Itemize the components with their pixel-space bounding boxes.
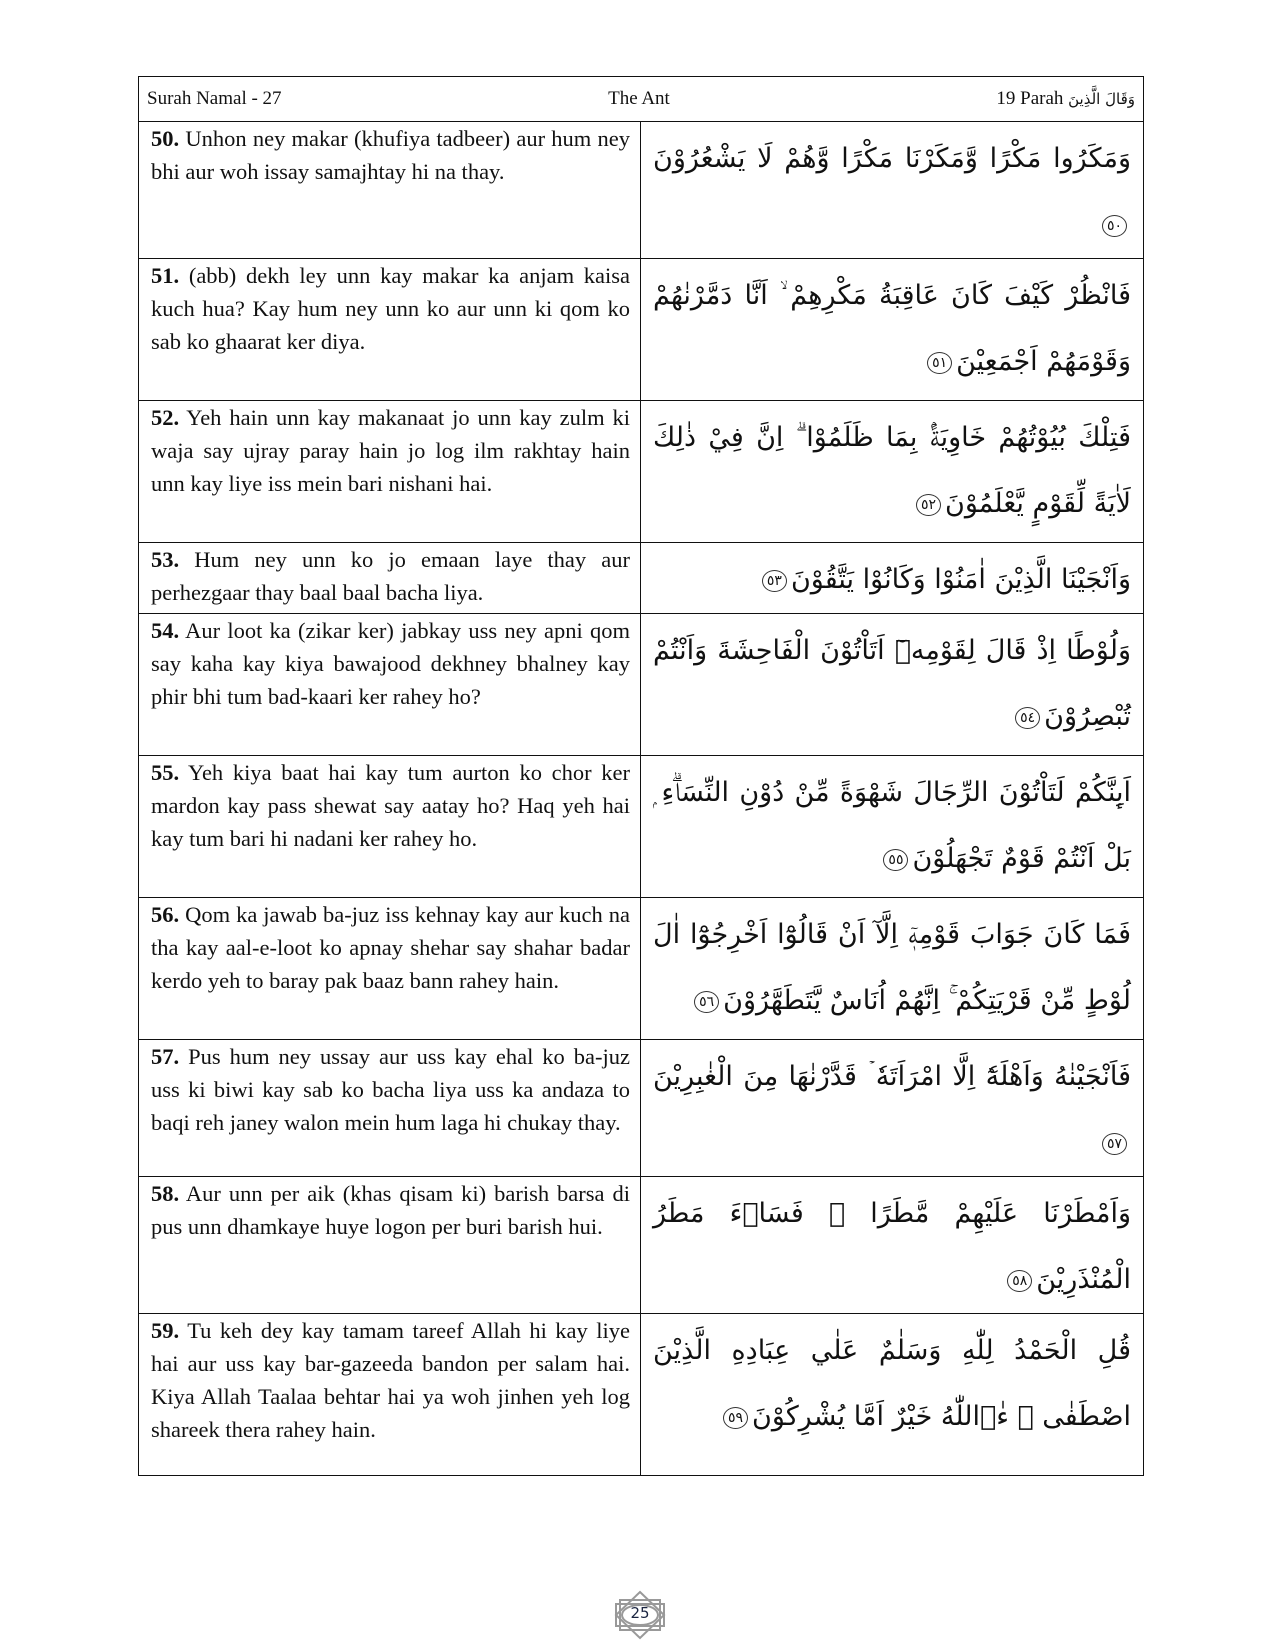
arabic-verse: فَمَا كَانَ جَوَابَ قَوْمِهٖٓ اِلَّآ اَنْ قَالُوْٓا اَخْرِجُوْٓا اٰلَ لُوْطٍ مِّنْ قَرْيَتِكُمْ ۚ اِنَّهُمْ اُنَاسٌ يَّتَطَهَّرُوْنَ bbox=[653, 919, 1131, 1016]
translation-cell bbox=[139, 259, 641, 401]
surah-english-name: The Ant bbox=[608, 88, 670, 109]
verse-row bbox=[139, 122, 1144, 259]
ayah-marker-icon: ٥٧ bbox=[1102, 1133, 1127, 1155]
ayah-marker-icon: ٥١ bbox=[927, 352, 952, 374]
translation-text: (abb) dekh ley unn kay makar ka anjam kaisa kuch hua? Kay hum ney unn ko aur unn ki qom ko sab ko ghaarat ker diya. bbox=[151, 263, 631, 354]
translation-text: Aur loot ka (zikar ker) jabkay uss ney apni qom say kaha kay kiya bawajood dekhney bhalney kay phir bhi tum bad-kaari ker rahey ho? bbox=[151, 618, 630, 709]
arabic-verse: فَتِلْكَ بُيُوْتُهُمْ خَاوِيَةًۢ بِمَا ظَلَمُوْا ۗ اِنَّ فِيْ ذٰلِكَ لَاٰيَةً لِّقَوْمٍ يَّعْلَمُوْنَ bbox=[653, 422, 1131, 519]
ayah-marker-icon: ٥٦ bbox=[694, 991, 719, 1013]
verse-row bbox=[139, 543, 1144, 614]
translation-text: Qom ka jawab ba-juz iss kehnay kay aur kuch na tha kay aal-e-loot ko apnay shehar say shahar badar kerdo yeh to baray pak baaz bann rahey hain. bbox=[151, 902, 631, 993]
arabic-verse: وَلُوْطًا اِذْ قَالَ لِقَوْمِهٖٓ اَتَاْتُوْنَ الْفَاحِشَةَ وَاَنْتُمْ تُبْصِرُوْنَ bbox=[653, 635, 1131, 732]
arabic-cell bbox=[641, 898, 1144, 1040]
arabic-verse: وَاَنْجَيْنَا الَّذِيْنَ اٰمَنُوْا وَكَانُوْا يَتَّقُوْنَ bbox=[790, 564, 1131, 595]
verse-row bbox=[139, 614, 1144, 756]
page-number-badge bbox=[612, 1590, 668, 1640]
arabic-verse: قُلِ الْحَمْدُ لِلّٰهِ وَسَلٰمٌ عَلٰي عِبَادِهِ الَّذِيْنَ اصْطَفٰى ۭ ءٰۗاللّٰهُ خَيْرٌ اَمَّا يُشْرِكُوْنَ bbox=[653, 1335, 1131, 1432]
translation-text: Tu keh dey kay tamam tareef Allah hi kay liye hai aur uss kay bar-gazeeda bandon per salam hai. Kiya Allah Taalaa behtar hai ya woh jinhen yeh log shareek thera rahey hain. bbox=[151, 1318, 631, 1442]
arabic-cell bbox=[641, 543, 1144, 614]
translation-cell bbox=[139, 756, 641, 898]
arabic-cell bbox=[641, 1177, 1144, 1314]
arabic-cell bbox=[641, 122, 1144, 259]
arabic-verse: فَانْظُرْ كَيْفَ كَانَ عَاقِبَةُ مَكْرِهِمْ ۙ اَنَّا دَمَّرْنٰهُمْ وَقَوْمَهُمْ اَجْمَعِيْنَ bbox=[653, 280, 1131, 377]
verse-row bbox=[139, 1040, 1144, 1177]
ayah-marker-icon: ٥٨ bbox=[1007, 1270, 1032, 1292]
verse-number: 52. bbox=[151, 405, 180, 430]
verse-row bbox=[139, 898, 1144, 1040]
verse-row bbox=[139, 259, 1144, 401]
verse-number: 55. bbox=[151, 760, 180, 785]
arabic-cell bbox=[641, 401, 1144, 543]
translation-cell bbox=[139, 401, 641, 543]
ayah-marker-icon: ٥٩ bbox=[723, 1407, 748, 1429]
arabic-verse: وَاَمْطَرْنَا عَلَيْهِمْ مَّطَرًا ۚ فَسَاۗءَ مَطَرُ الْمُنْذَرِيْنَ bbox=[653, 1198, 1131, 1295]
surah-title: Surah Namal - 27 bbox=[147, 88, 282, 109]
translation-text: Yeh hain unn kay makanaat jo unn kay zulm ki waja say ujray paray hain jo log ilm rakhtay hain unn kay liye iss mein bari nishani hai. bbox=[151, 405, 630, 496]
verse-number: 53. bbox=[151, 547, 180, 572]
translation-cell bbox=[139, 614, 641, 756]
translation-cell bbox=[139, 543, 641, 614]
translation-cell bbox=[139, 1177, 641, 1314]
ayah-marker-icon: ٥٠ bbox=[1102, 215, 1127, 237]
verse-number: 51. bbox=[151, 263, 180, 288]
page-header bbox=[139, 77, 1144, 122]
translation-cell bbox=[139, 1314, 641, 1476]
arabic-verse: اَىِٕنَّكُمْ لَتَاْتُوْنَ الرِّجَالَ شَهْوَةً مِّنْ دُوْنِ النِّسَاۗءِ ۭ بَلْ اَنْتُمْ قَوْمٌ تَجْهَلُوْنَ bbox=[653, 777, 1131, 874]
verse-number: 57. bbox=[151, 1044, 180, 1069]
verse-row bbox=[139, 756, 1144, 898]
translation-cell bbox=[139, 1040, 641, 1177]
parah-arabic-name: وَقَالَ الَّذِينَ bbox=[1068, 90, 1135, 108]
page-number: 25 bbox=[630, 1604, 650, 1622]
ayah-marker-icon: ٥٥ bbox=[883, 849, 908, 871]
arabic-cell bbox=[641, 259, 1144, 401]
translation-text: Hum ney unn ko jo emaan laye thay aur perhezgaar thay baal baal bacha liya. bbox=[151, 547, 630, 605]
verse-row bbox=[139, 401, 1144, 543]
verse-number: 58. bbox=[151, 1181, 180, 1206]
translation-text: Yeh kiya baat hai kay tum aurton ko chor ker mardon kay pass shewat say aatay ho? Haq yeh hai kay tum bari hi nadani ker rahey ho. bbox=[151, 760, 630, 851]
verse-row bbox=[139, 1177, 1144, 1314]
translation-text: Pus hum ney ussay aur uss kay ehal ko ba-juz uss ki biwi kay sab ko bacha liya uss ka andaza to baqi reh janey walon mein hum laga hi chukay thay. bbox=[151, 1044, 630, 1135]
arabic-verse: فَاَنْجَيْنٰهُ وَاَهْلَهٗٓ اِلَّا امْرَاَتَهٗ ۡ قَدَّرْنٰهَا مِنَ الْغٰبِرِيْنَ bbox=[653, 1061, 1131, 1092]
translation-text: Aur unn per aik (khas qisam ki) barish barsa di pus unn dhamkaye huye logon per buri barish hui. bbox=[151, 1181, 630, 1239]
verse-number: 56. bbox=[151, 902, 180, 927]
translation-cell bbox=[139, 122, 641, 259]
arabic-cell bbox=[641, 614, 1144, 756]
arabic-cell bbox=[641, 1314, 1144, 1476]
verse-number: 59. bbox=[151, 1318, 180, 1343]
translation-text: Unhon ney makar (khufiya tadbeer) aur hum ney bhi aur woh issay samajhtay hi na thay. bbox=[151, 126, 631, 184]
ayah-marker-icon: ٥٣ bbox=[762, 570, 787, 592]
ayah-marker-icon: ٥٤ bbox=[1015, 707, 1040, 729]
verse-number: 50. bbox=[151, 126, 180, 151]
verse-row bbox=[139, 1314, 1144, 1476]
arabic-cell bbox=[641, 1040, 1144, 1177]
ayah-marker-icon: ٥٢ bbox=[916, 494, 941, 516]
translation-table bbox=[138, 76, 1144, 1476]
translation-cell bbox=[139, 898, 641, 1040]
arabic-verse: وَمَكَرُوا مَكْرًا وَّمَكَرْنَا مَكْرًا وَّهُمْ لَا يَشْعُرُوْنَ bbox=[653, 143, 1131, 174]
verse-number: 54. bbox=[151, 618, 180, 643]
arabic-cell bbox=[641, 756, 1144, 898]
parah-label bbox=[996, 88, 1135, 110]
parah-number: 19 Parah bbox=[996, 88, 1064, 109]
